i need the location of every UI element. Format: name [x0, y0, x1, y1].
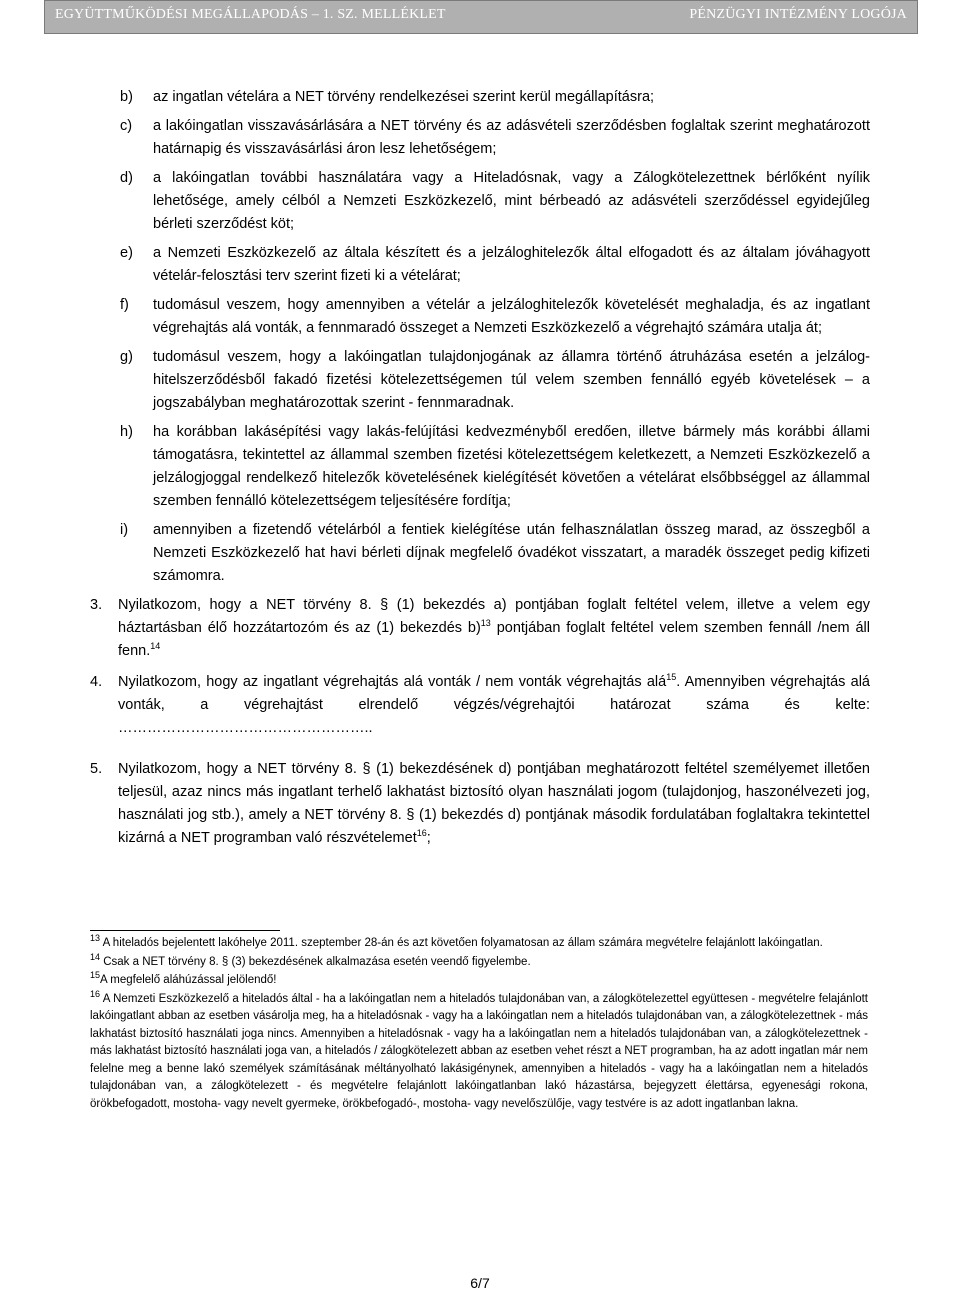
- numbered-statement: 3. Nyilatkozom, hogy a NET törvény 8. § (1) bekezdés a) pontjában foglalt feltétel velem, illetve a velem egy háztartásban élő hozzátartozóm és az (1) bekezdés b)$^{13}$ pontjában foglalt feltétel velem szemben fennáll /nem áll fenn.$^{14}$: [90, 597, 870, 659]
- footnote: $^{14}$ Csak a NET törvény 8. § (3) bekezdésének alkalmazása esetén veendő figyelembe.: [90, 951, 531, 968]
- footnote: $^{13}$ A hiteladós bejelentett lakóhelye 2011. szeptember 28-án és azt követően folyamatosan az állam számára megvételre felajánlott lakóingatlan.: [90, 933, 823, 949]
- footnote-ref[interactable]: 13: [480, 618, 491, 629]
- footnote-ref[interactable]: 15: [666, 672, 677, 683]
- footnote: $^{15}$A megfelelő aláhúzással jelölendő!: [90, 970, 277, 986]
- page-number: 6/7: [470, 1275, 490, 1291]
- footnote: $^{16}$ A Nemzeti Eszközkezelő a hiteladós által - ha a lakóingatlan nem a hiteladós tulajdonában van, a zálogkötelezettel együttesen - megvételre felajánlott lakóingatlant abban az esetben vásárolja meg, ha a hiteladósnak - vagy ha a lakóingatlan nem a hiteladós tulajdonában van, a zálogkötelezettnek - más lakhatást biztosító használati joga nincs. Amennyiben a hiteladósnak - vagy ha a lakóingatlan nem a hiteladós tulajdonában van, a zálogkötelezettnek - más lakhatást biztosító használati joga van, a hiteladós / zálogkötelezett abban az esetben vehet részt a NET programban, ha az adott ingatlan már nem felelne meg a benne lakó személyek számításának méltányolható lakásigénynek, amennyiben a hiteladós - vagy ha a lakóingatlan nem a hiteladós tulajdonában van, a zálogkötelezett - és megvételre felajánlott lakóingatlanban lakó házastársa, bejegyzett élettársa, egyenesági rokona, örökbefogadott, mostoha- vagy nevelt gyermeke, örökbefogadó-, mostoha- vagy nevelőszülője, vagy testvére is az adott ingatlanban lakna.: [90, 988, 868, 1110]
- footnotes: [90, 935, 868, 1114]
- list-item: d) a lakóingatlan további használatára vagy a Hiteladósnak, vagy a Zálogkötelezettnek bérlőként nyílik lehetősége, amely célból a Nemzeti Eszközkezelő, mint bérbeadó az adásvételi szerződéssel egyidejűleg bérleti szerződést köt;: [120, 170, 870, 232]
- list-item: h) ha korábban lakásépítési vagy lakás-felújítási kedvezményből eredően, illetve bármely más korábbi állami támogatásra, tekintettel az állammal szemben fizetési kötelezettségem keletkezett, a Nemzeti Eszközkezelő a jelzálogjoggal rendelkező hitelezők követelésének kielégítését követően a vételárat elsőbbséggel az állammal szemben fennálló kötelezettségem teljesítésére fordítja;: [120, 424, 870, 509]
- list-item: g) tudomásul veszem, hogy a lakóingatlan tulajdonjogának az államra történő átruházása esetén a jelzálog-hitelszerződésből fakadó fizetési kötelezettségemen túl velem szemben fennálló egyéb követelések – a jogszabályban meghatározottak szerint - fennmaradnak.: [120, 349, 870, 411]
- numbered-statement: 4. Nyilatkozom, hogy az ingatlant végrehajtás alá vonták / nem vonták végrehajtás alá$^{15}$. Amennyiben végrehajtás alá vonták, a végrehajtást elrendelő végzés/végrehajtói határozat száma és kelte: ……………………………………………..: [90, 672, 870, 736]
- footnote-separator: [90, 930, 280, 931]
- footnote-ref[interactable]: 16: [416, 828, 427, 839]
- list-item: i) amennyiben a fizetendő vételárból a fentiek kielégítése után felhasználatlan összeg marad, az összegből a Nemzeti Eszközkezelő hat havi bérleti díjnak megfelelő óvadékot visszatart, a maradék összeget pedig kifizeti számomra.: [120, 522, 870, 584]
- list-item: b) az ingatlan vételára a NET törvény rendelkezései szerint kerül megállapításra;: [120, 89, 655, 105]
- footnote-ref[interactable]: 14: [150, 641, 161, 652]
- list-item: e) a Nemzeti Eszközkezelő az általa készített és a jelzáloghitelezők által elfogadott és az általam jóváhagyott vételár-felosztási terv szerint fizeti ki a vételárat;: [120, 245, 870, 284]
- numbered-statement: 5. Nyilatkozom, hogy a NET törvény 8. § (1) bekezdésének d) pontjában meghatározott feltétel személyemet illetően teljesül, azaz nincs más ingatlant terhelő lakhatást biztosító olyan használati jogom (tulajdonjog, haszonélvezeti jog, használati jog stb.), amely a NET törvény 8. § (1) bekezdés d) pontjának második fordulatában foglaltakra tekintettel kizárná a NET programban való részvételemet$^{16}$;: [90, 761, 870, 846]
- list-item: c) a lakóingatlan visszavásárlására a NET törvény és az adásvételi szerződésben foglaltak szerint meghatározott határnapig és visszavásárlási áron lesz lehetőségem;: [120, 118, 870, 157]
- header-logo-placeholder: PÉNZÜGYI INTÉZMÉNY LOGÓJA: [689, 7, 907, 22]
- page-header: [44, 0, 918, 34]
- list-item: f) tudomásul veszem, hogy amennyiben a vételár a jelzáloghitelezők követelését meghaladja, és az ingatlant végrehajtás alá vonták, a fennmaradó összeget a Nemzeti Eszközkezelő a végrehajtó számára utalja át;: [120, 297, 870, 336]
- header-title: EGYÜTTMŰKÖDÉSI MEGÁLLAPODÁS – 1. SZ. MELLÉKLET: [55, 7, 446, 22]
- document-body: [90, 86, 870, 858]
